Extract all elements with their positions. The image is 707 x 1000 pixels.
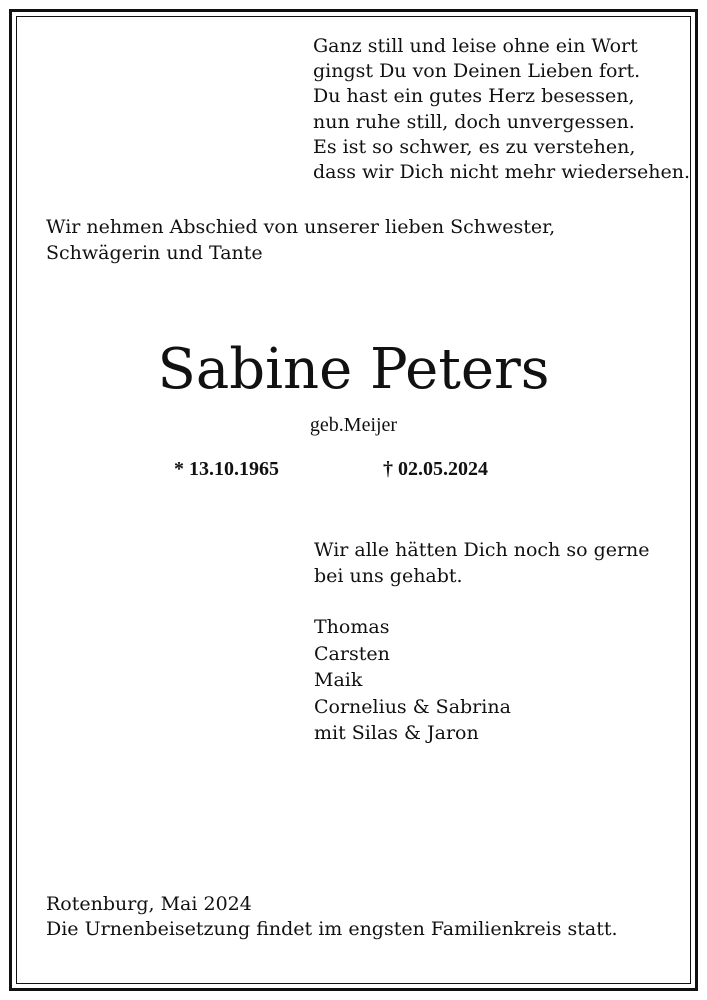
poem-line: Es ist so schwer, es zu verstehen,	[313, 135, 636, 158]
mourner-name: Carsten	[314, 642, 390, 665]
maiden-name: geb.Meijer	[309, 414, 398, 436]
intro-line: Schwägerin und Tante	[46, 242, 263, 264]
burial-notice: Die Urnenbeisetzung findet im engsten Familienkreis statt.	[46, 918, 618, 940]
wish-text	[314, 537, 650, 589]
mourner-name: Thomas	[314, 616, 390, 638]
poem-line: nun ruhe still, doch unvergessen.	[313, 110, 635, 133]
deceased-name: Sabine Peters	[157, 337, 550, 402]
death-date: † 02.05.2024	[383, 458, 488, 480]
poem-line: Ganz still und leise ohne ein Wort	[313, 35, 638, 57]
farewell-intro	[46, 214, 555, 266]
place-date: Rotenburg, Mai 2024	[46, 893, 252, 915]
mourner-name: mit Silas & Jaron	[314, 722, 479, 744]
mourners-list	[314, 614, 511, 747]
poem-line: gingst Du von Deinen Lieben fort.	[313, 60, 641, 83]
birth-date: * 13.10.1965	[174, 458, 279, 480]
poem	[313, 34, 690, 185]
mourner-name: Maik	[314, 669, 363, 691]
wish-line: Wir alle hätten Dich noch so gerne	[314, 539, 650, 561]
wish-line: bei uns gehabt.	[314, 565, 463, 587]
intro-line: Wir nehmen Abschied von unserer lieben Schwester,	[46, 216, 556, 238]
poem-line: Du hast ein gutes Herz besessen,	[313, 85, 635, 108]
mourner-name: Cornelius & Sabrina	[314, 695, 511, 718]
footer	[46, 892, 618, 942]
poem-line: dass wir Dich nicht mehr wiedersehen.	[313, 161, 691, 184]
